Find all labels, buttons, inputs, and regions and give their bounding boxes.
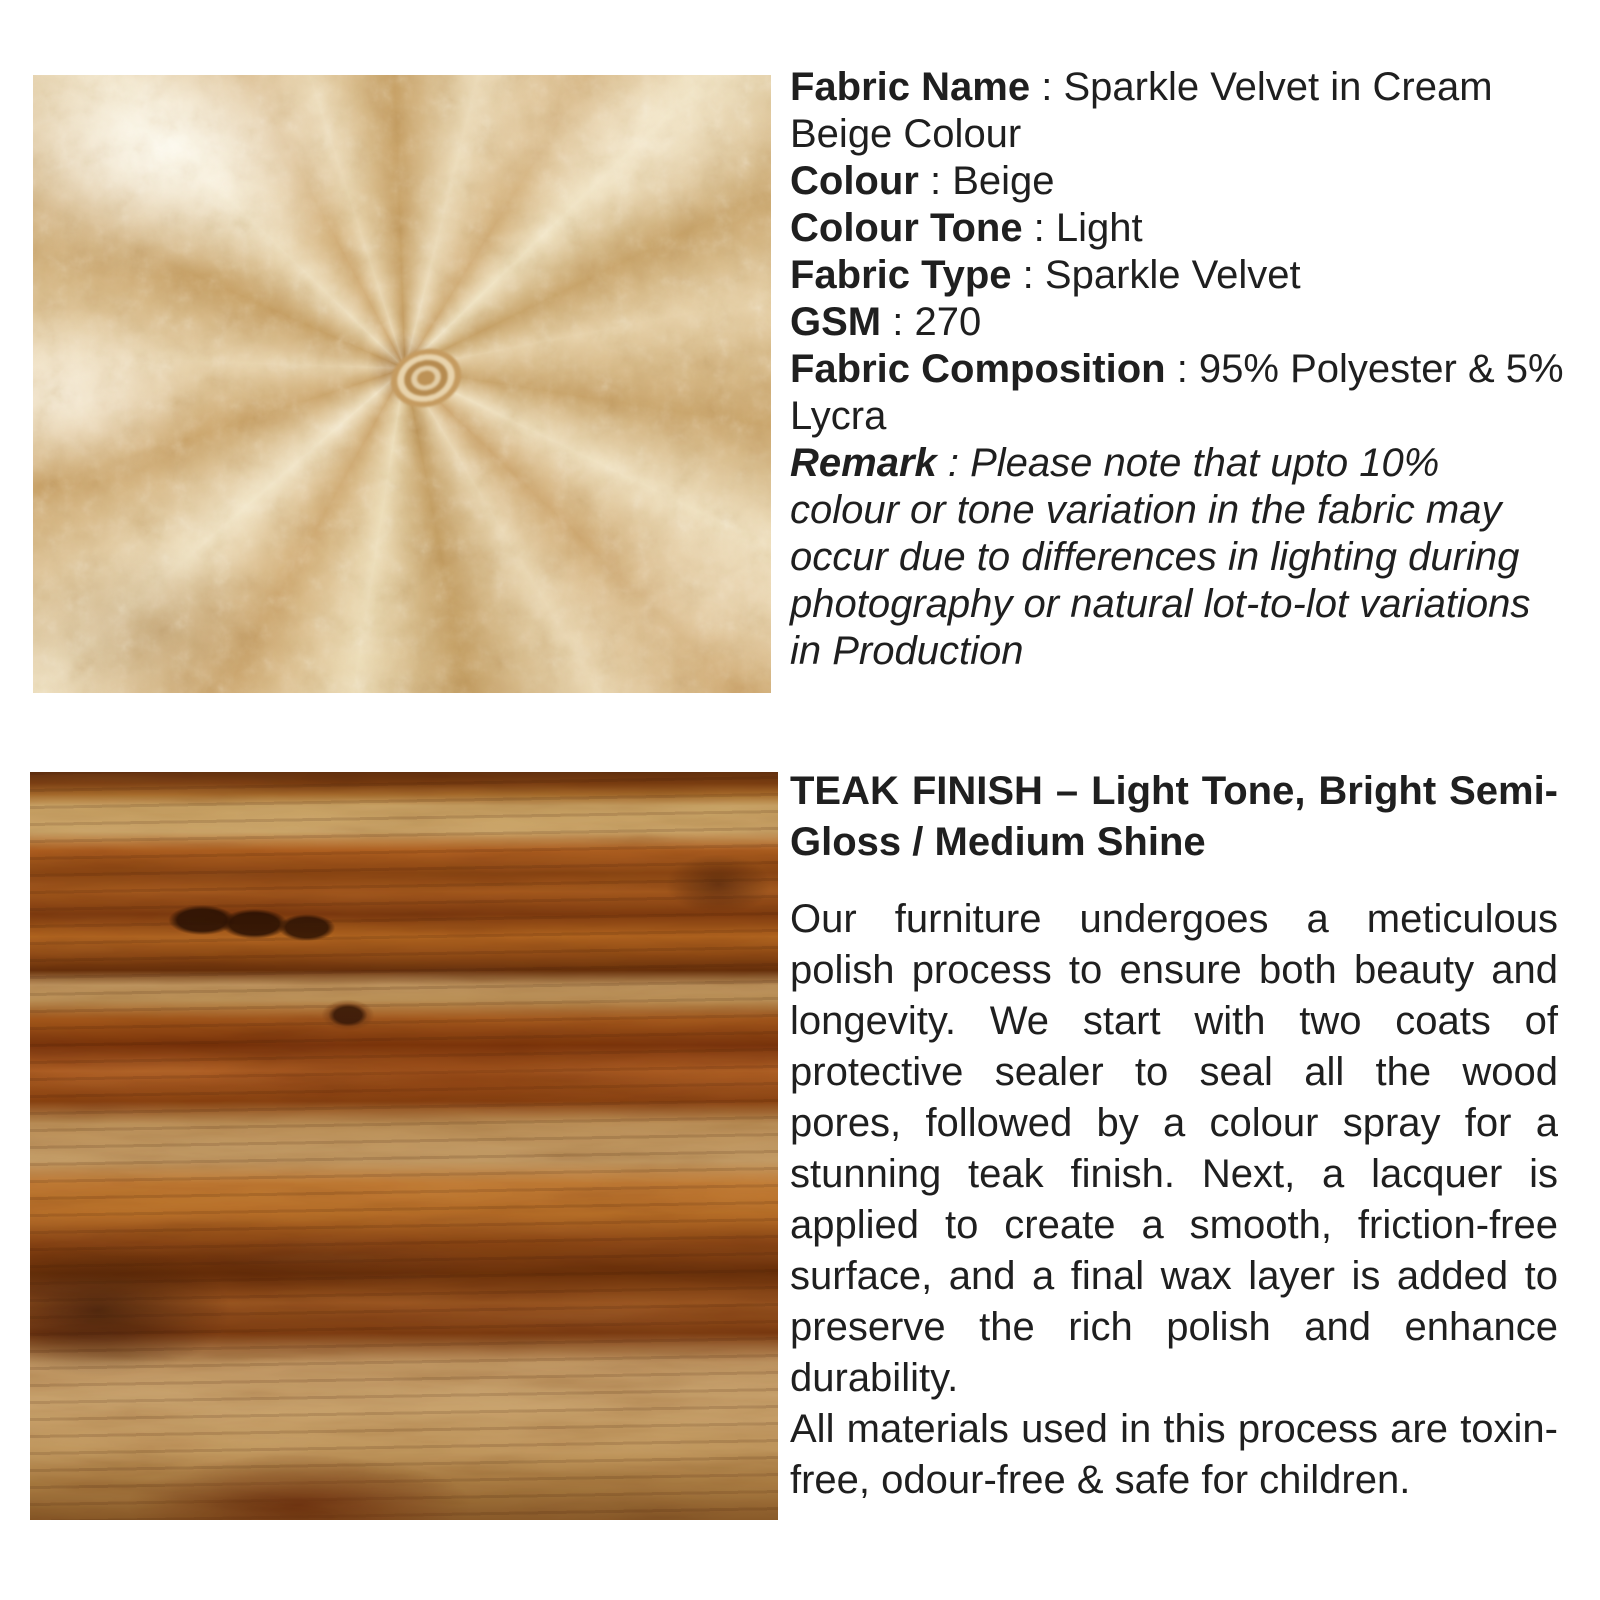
field-label: Colour bbox=[790, 159, 919, 203]
field-separator: : bbox=[1011, 253, 1045, 297]
field-value: 95% Polyester & 5% Lycra bbox=[790, 347, 1564, 438]
fabric-field-name bbox=[790, 64, 1565, 158]
field-value: Sparkle Velvet in Cream Beige Colour bbox=[790, 65, 1493, 156]
field-separator: : bbox=[881, 300, 915, 344]
field-value: Beige bbox=[952, 159, 1055, 203]
wood-sheen-texture bbox=[30, 772, 778, 1520]
remark-value: Please note that upto 10% colour or tone variation in the fabric may occur due to differences in lighting during photography or natural lot-to-lot variations in Production bbox=[790, 441, 1531, 673]
field-label: Fabric Type bbox=[790, 253, 1012, 297]
fabric-field-composition bbox=[790, 346, 1565, 440]
field-value: 270 bbox=[914, 300, 982, 344]
teak-paragraph-materials: All materials used in this process are toxin-free, odour-free & safe for children. bbox=[790, 1407, 1558, 1502]
field-value: Light bbox=[1055, 206, 1143, 250]
field-separator: : bbox=[918, 159, 953, 203]
field-separator: : bbox=[1165, 347, 1199, 391]
field-label: Fabric Name bbox=[790, 65, 1031, 109]
field-separator: : bbox=[936, 441, 971, 485]
fabric-details bbox=[790, 64, 1565, 675]
fabric-field-gsm bbox=[790, 299, 1565, 346]
field-separator: : bbox=[1030, 65, 1064, 109]
field-separator: : bbox=[1022, 206, 1056, 250]
fabric-field-type bbox=[790, 252, 1565, 299]
fabric-swatch-photo bbox=[33, 75, 771, 693]
field-label: Fabric Composition bbox=[790, 347, 1166, 391]
field-label: GSM bbox=[790, 300, 882, 344]
fabric-remark bbox=[790, 440, 1565, 675]
teak-paragraph-polish-process: Our furniture undergoes a meticulous polish process to ensure both beauty and longevity. We start with two coats of protective sealer to seal all the wood pores, followed by a colour spray for a stunning teak finish. Next, a lacquer is applied to create a smooth, friction-free surface, and a final wax layer is added to preserve the rich polish and enhance durability. bbox=[790, 897, 1558, 1400]
field-label: Colour Tone bbox=[790, 206, 1023, 250]
fabric-field-colour bbox=[790, 158, 1565, 205]
teak-heading: TEAK FINISH – Light Tone, Bright Semi-Gloss / Medium Shine bbox=[790, 769, 1558, 864]
remark-label: Remark bbox=[790, 441, 937, 485]
fabric-field-colour-tone bbox=[790, 205, 1565, 252]
field-value: Sparkle Velvet bbox=[1044, 253, 1301, 297]
teak-details bbox=[790, 766, 1558, 1506]
wood-finish-photo bbox=[30, 772, 778, 1520]
